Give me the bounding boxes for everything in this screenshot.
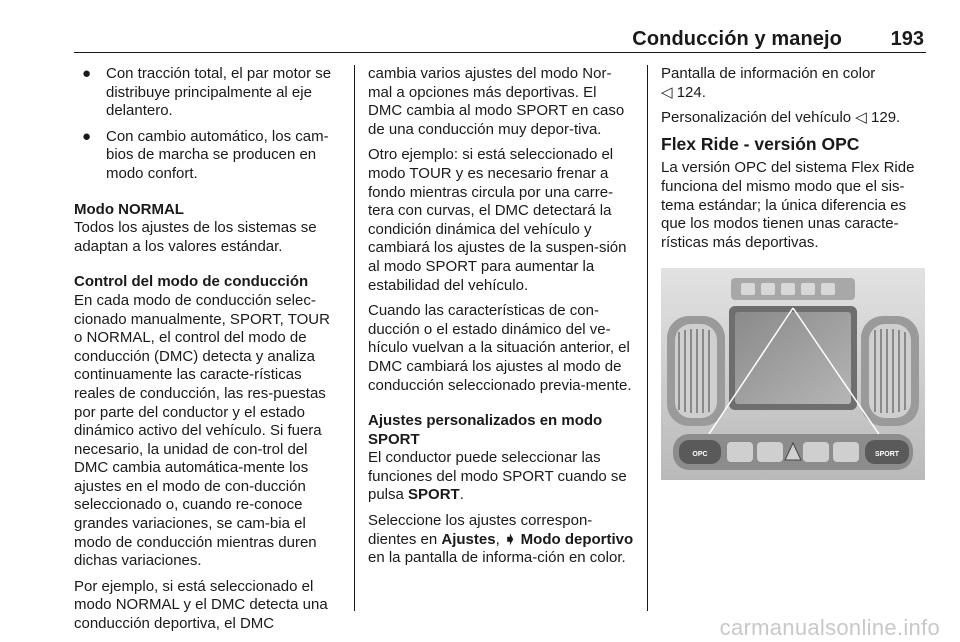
page-ref-arrow-icon: ◁: [661, 83, 673, 101]
paragraph: En cada modo de conducción selec-cionado manualmente, SPORT, TOUR o NORMAL, el control del modo de conducción (DMC) detecta y analiza continuamente las caracte-rísticas reales de conducción, las res-puestas por parte del conductor y el estado dinámico activo del vehículo. Si fuera necesario, la unidad de con-trol del DMC cambia automática-mente los ajustes en el modo de con-ducción seleccionado o, cuando re-conoce grandes variaciones, se cam-bia el modo de conducción mientras duren dichas variaciones.: [74, 291, 330, 570]
watermark: carmanualsonline.info: [719, 615, 940, 640]
left-air-vent: [667, 316, 725, 426]
bullet-dot-icon: ●: [82, 127, 92, 145]
paragraph: cambia varios ajustes del modo Nor-mal a opciones más deportivas. El DMC cambia al modo SPORT en caso de una conducción muy depor-tiva.: [368, 65, 625, 138]
display-screen: [735, 312, 851, 404]
section-title: Conducción y manejo: [632, 28, 842, 50]
page-header: [74, 22, 926, 53]
heading-modo-normal: Modo NORMAL: [74, 200, 184, 218]
page-ref-arrow-icon: ◁: [855, 109, 867, 127]
center-console-illustration: [661, 268, 925, 480]
heading-flex-ride: Flex Ride - versión OPC: [661, 133, 860, 154]
right-air-vent: [861, 316, 919, 426]
page-number: 193: [890, 28, 924, 50]
bullet-dot-icon: ●: [82, 65, 92, 82]
column-divider: [354, 65, 355, 611]
paragraph: El conductor puede seleccionar las funciones del modo SPORT cuando se pulsa SPORT.: [368, 449, 627, 504]
column-2: [368, 65, 634, 575]
sport-button-label: SPORT: [408, 486, 460, 504]
opc-button-label: OPC: [692, 451, 708, 458]
heading-ajustes: Ajustes personalizados en modo SPORT: [368, 412, 603, 448]
menu-modo-deportivo: Modo deportivo: [516, 530, 634, 548]
cross-reference: Personalización del vehículo ◁ 129.: [661, 109, 901, 127]
bullet-text: Con tracción total, el par motor se distribuye principalmente al eje delantero.: [106, 65, 332, 120]
column-divider: [647, 65, 648, 611]
column-3: [661, 65, 931, 259]
cross-reference: Pantalla de información en color ◁ 124.: [661, 65, 876, 101]
paragraph: Por ejemplo, si está seleccionado el modo NORMAL y el DMC detecta una conducción deportiva, el DMC: [74, 577, 328, 633]
paragraph: Cuando las características de con-ducción o el estado dinámico del ve-hículo vuelvan a la situación anterior, el DMC cambiará los ajustes al modo de conducción seleccionado previa-mente.: [368, 302, 632, 394]
paragraph: Seleccione los ajustes correspon-dientes en Ajustes, ➧ Modo deportivo en la pantalla de informa-ción en color.: [368, 512, 634, 567]
heading-control: Control del modo de conducción: [74, 273, 309, 291]
paragraph: Todos los ajustes de los sistemas se adaptan a los valores estándar.: [74, 219, 317, 255]
bullet-item: [74, 128, 342, 184]
dashboard-photo: [661, 268, 925, 480]
bullet-item: [74, 65, 342, 121]
arrow-right-icon: ➧: [503, 530, 517, 548]
sport-button-label: SPORT: [874, 451, 900, 458]
column-1: [74, 65, 342, 641]
bullet-text: Con cambio automático, los cam-bios de marcha se producen en modo confort.: [106, 127, 329, 182]
paragraph: La versión OPC del sistema Flex Ride funciona del mismo modo que el sis-tema estándar; la única diferencia es que los modos tienen unas caracte-rísticas más deportivas.: [661, 159, 915, 251]
paragraph: Otro ejemplo: si está seleccionado el modo TOUR y es necesario frenar a fondo mientras circula por una carre-tera con curvas, el DMC detectará la condición dinámica del vehículo y cambiará los ajustes de la suspen-sión al modo SPORT para aumentar la estabilidad del vehículo.: [368, 146, 627, 294]
menu-ajustes: Ajustes: [441, 530, 496, 548]
